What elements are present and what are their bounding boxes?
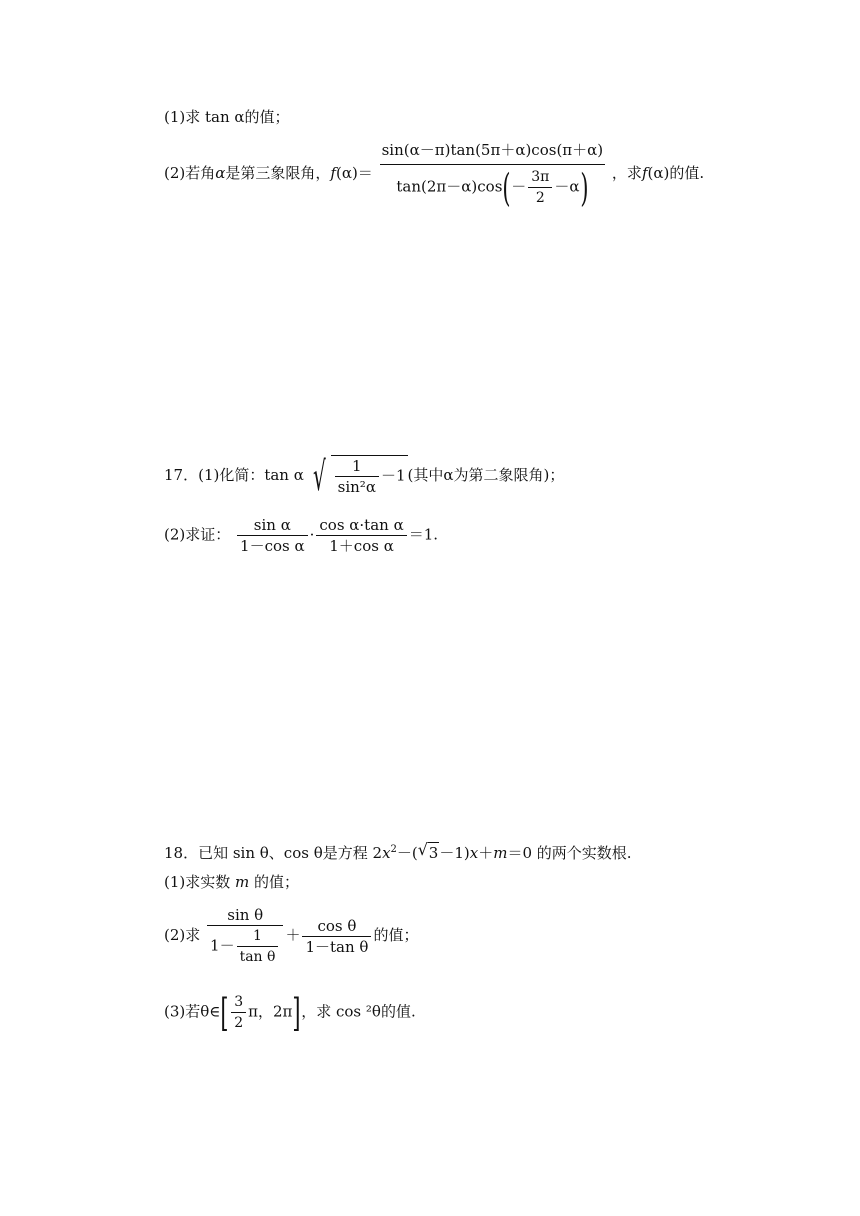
p18-q2-inner-den: tan θ: [239, 949, 276, 965]
p18-q2-frac1: [207, 905, 283, 967]
p16-q2-inner-num: 3π: [528, 167, 552, 188]
p18-q3-post: ，求 cos ²θ的值.: [301, 1002, 416, 1021]
p16-q2-numerator: sin(α－π)tan(5π＋α)cos(π＋α): [380, 140, 606, 165]
p16-q2-mid: 是第三象限角，: [225, 164, 331, 182]
p16-q2-den-neg: －: [511, 177, 527, 196]
p18-q2-plus: ＋: [285, 926, 301, 944]
p16-q2-den-tail: －α: [554, 177, 580, 196]
p18-stem-root: √ 3: [428, 842, 440, 863]
p18-q2-frac2-num: cos θ: [302, 916, 371, 937]
p18-stem-end: ＝0 的两个实数根.: [507, 844, 632, 862]
p17-frac1-num: sin α: [237, 515, 308, 536]
p17-equals: ＝1.: [408, 525, 439, 544]
p18-stem-sq: 2: [390, 844, 397, 855]
p16-q2-f-arg: (α)＝: [335, 164, 373, 182]
p16-q2-suffix-f: f: [641, 164, 648, 182]
p17-q1: [164, 454, 565, 500]
p18-q3: [164, 992, 416, 1033]
p18-q2-frac1-den: [207, 926, 283, 967]
p18-q2: [164, 905, 418, 967]
p17-sqrt-den: sin²α: [337, 478, 376, 496]
p18-q2-frac1-den-pre: 1－: [210, 936, 235, 955]
right-paren: ): [579, 165, 588, 210]
sqrt-icon: √: [312, 454, 326, 500]
p18-q1-pre: (1)求实数: [164, 873, 236, 891]
p17-frac2: [316, 515, 406, 556]
p16-q2-denominator: [380, 165, 606, 208]
p17-sqrt: [312, 454, 408, 500]
p18-q2-frac2: [302, 916, 371, 957]
p18-stem-plus: ＋: [478, 844, 494, 862]
p18-q2-frac1-num: sin θ: [207, 905, 283, 926]
p18-stem-mid2: －1): [439, 844, 470, 862]
p16-q2-prefix: (2)若角: [164, 164, 216, 182]
p18-q2-post: 的值；: [373, 926, 419, 944]
p16-q2-suffix-pre: ，求: [611, 164, 642, 182]
p18-q2-inner-num: 1: [237, 926, 279, 947]
p16-q2-inner-den: 2: [535, 190, 545, 206]
p17-sqrt-tail: －1: [380, 466, 406, 485]
p16-q2-f: f: [330, 164, 336, 182]
p18-stem-m: m: [493, 844, 508, 862]
right-bracket: ]: [292, 990, 301, 1035]
p17-label: 17．(1)化简：tan α: [164, 466, 304, 484]
p18-stem-pre: 18．已知 sin θ、cos θ是方程 2: [164, 844, 383, 862]
p18-q1-post: 的值；: [249, 873, 300, 891]
p16-q2-fraction: [380, 140, 606, 208]
p18-q3-frac-den: 2: [234, 1015, 244, 1031]
p17-frac1: [237, 515, 308, 556]
left-bracket: [: [220, 990, 229, 1035]
p18-stem: [164, 840, 632, 863]
p16-q2-alpha: α: [215, 164, 226, 182]
p17-q2-prefix: (2)求证：: [164, 525, 231, 544]
p17-dot: ·: [309, 525, 315, 544]
p18-q1-m: m: [235, 873, 250, 891]
p18-q1: [164, 872, 299, 892]
p16-q2-den-left: tan(2π－α)cos: [396, 177, 503, 196]
p18-stem-x: x: [382, 844, 391, 862]
p17-q2: [164, 515, 438, 556]
p18-stem-x2: x: [469, 844, 479, 862]
p16-q2: [164, 140, 704, 208]
p17-sqrt-body: [331, 455, 408, 497]
p16-q2-suffix-post: (α)的值.: [647, 164, 705, 182]
p18-q3-int-pi: π，2π: [248, 1002, 293, 1021]
p17-sqrt-num: 1: [335, 456, 379, 477]
p17-sqrt-fraction: [335, 456, 379, 497]
p18-q2-frac2-den: 1－tan θ: [305, 937, 369, 956]
p18-q2-inner-frac: [237, 926, 279, 967]
p17-frac1-den: 1－cos α: [240, 537, 305, 555]
p17-frac2-den: 1＋cos α: [329, 537, 394, 555]
p17-frac2-num: cos α·tan α: [316, 515, 406, 536]
p16-q1: (1)求 tan α的值；: [164, 108, 290, 126]
left-paren: (: [502, 165, 511, 210]
p18-q3-frac-num: 3: [231, 992, 246, 1013]
p17-note: (其中α为第二象限角)；: [407, 466, 565, 484]
p18-stem-mid: －(: [396, 844, 418, 862]
p18-q3-pre: (3)若θ∈: [164, 1002, 221, 1021]
p18-q2-pre: (2)求: [164, 926, 201, 944]
p16-q2-inner-fraction: [528, 167, 552, 208]
p18-q3-frac: [231, 992, 246, 1033]
